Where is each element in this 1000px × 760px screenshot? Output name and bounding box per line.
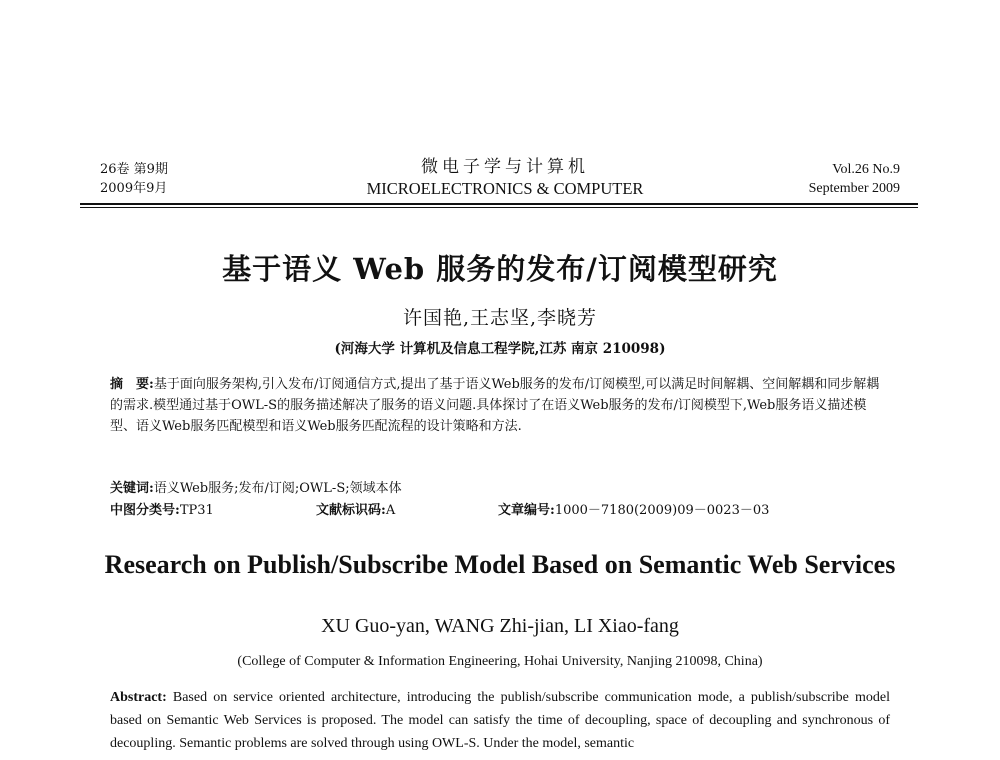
keywords-cn — [110, 478, 890, 499]
paper-title-en: Research on Publish/Subscribe Model Based on Semantic Web Services — [104, 550, 896, 579]
article-number-value: 1000－7180(2009)09－0023－03 — [554, 503, 770, 518]
paper-title-cn: 基于语义 Web 服务的发布/订阅模型研究 — [222, 252, 778, 286]
affiliation-cn: (河海大学 计算机及信息工程学院,江苏 南京 210098) — [334, 341, 666, 357]
document-code-label: 文献标识码: — [316, 503, 386, 518]
document-code — [316, 500, 395, 521]
abstract-cn — [110, 374, 890, 437]
volume-en: Vol.26 No.9 — [832, 162, 900, 177]
volume-cn: 26卷 第9期 — [100, 162, 168, 177]
article-number — [498, 500, 769, 521]
abstract-text-cn: 基于面向服务架构,引入发布/订阅通信方式,提出了基于语义Web服务的发布/订阅模型,可以满足时间解耦、空间解耦和同步解耦的需求.模型通过基于OWL-S的服务描述解决了服务的语义问题.具体探讨了在语义Web服务的发布/订阅模型下,Web服务语义描述模型、语义Web服务匹配模型和语义Web服务匹配流程的设计策略和方法. — [110, 377, 880, 434]
date-cn: 2009年9月 — [100, 181, 168, 196]
header-rule-thin — [80, 207, 918, 208]
clc-label: 中图分类号: — [110, 503, 180, 518]
keywords-label-cn: 关键词: — [110, 481, 154, 496]
affiliation-en: (College of Computer & Information Engineering, Hohai University, Nanjing 210098, China) — [237, 654, 763, 669]
abstract-label-en: Abstract: — [110, 690, 167, 705]
clc-number — [110, 500, 214, 521]
header-rule-thick — [80, 203, 918, 205]
clc-value: TP31 — [179, 503, 214, 518]
date-en: September 2009 — [808, 181, 900, 196]
abstract-text-en: Based on service oriented architecture, introducing the publish/subscribe communication mode, a publish/subscribe model based on Semantic Web Services is proposed. The model can satisfy the time of decoupling, space of decoupling and synchronous of decoupling. Semantic problems are solved through using OWL-S. Under the model, semantic — [110, 690, 890, 751]
journal-name — [300, 156, 710, 200]
authors-cn: 许国艳,王志坚,李晓芳 — [402, 307, 598, 329]
abstract-label-cn: 摘 要: — [110, 377, 154, 392]
article-number-label: 文章编号: — [498, 503, 555, 518]
journal-issue-cn — [100, 160, 168, 198]
abstract-en — [110, 686, 890, 755]
document-code-value: A — [385, 503, 396, 518]
journal-issue-en — [809, 160, 900, 198]
authors-en: XU Guo-yan, WANG Zhi-jian, LI Xiao-fang — [321, 615, 679, 637]
keywords-text-cn: 语义Web服务;发布/订阅;OWL-S;领域本体 — [153, 481, 402, 496]
journal-name-en: MICROELECTRONICS & COMPUTER — [366, 179, 644, 198]
classification-row — [110, 500, 890, 521]
journal-name-cn: 微电子学与计算机 — [421, 157, 589, 177]
